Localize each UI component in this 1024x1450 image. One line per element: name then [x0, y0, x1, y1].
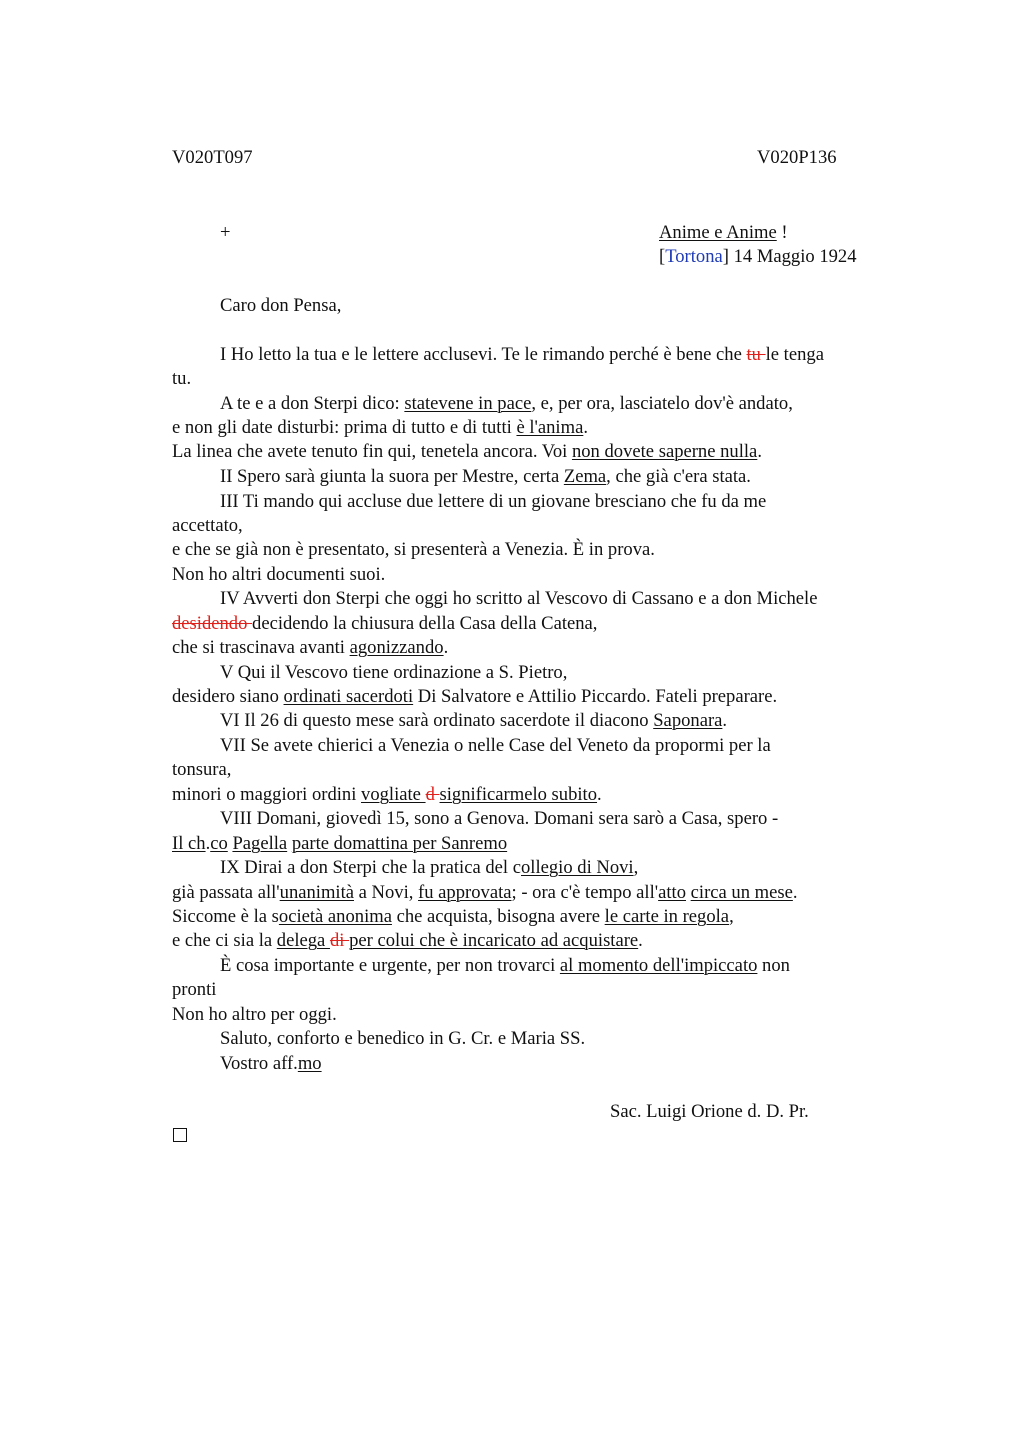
text-line: che si trascinava avanti agonizzando.	[172, 637, 449, 658]
deleted-text: di	[329, 930, 350, 951]
text-line: Non ho altro per oggi.	[172, 1004, 337, 1025]
text-line: VI Il 26 di questo mese sarà ordinato sacerdote il diacono Saponara.	[220, 710, 728, 731]
end-box	[173, 1128, 187, 1142]
text-line: tu.	[172, 368, 192, 389]
text-line: Il ch.co Pagella parte domattina per Sanremo	[172, 833, 508, 854]
text-line: V Qui il Vescovo tiene ordinazione a S. Pietro,	[220, 662, 568, 683]
deleted-text: desidendo	[172, 613, 253, 634]
text-line: tonsura,	[172, 759, 232, 780]
text-line: e che ci sia la delega di per colui che è incaricato ad acquistare.	[172, 930, 643, 951]
text-line: IV Avverti don Sterpi che oggi ho scritto al Vescovo di Cassano e a don Michele	[220, 588, 818, 609]
text-line: e non gli date disturbi: prima di tutto e di tutti è l'anima.	[172, 417, 588, 438]
deleted-text: d	[425, 784, 440, 805]
text-line: Non ho altri documenti suoi.	[172, 564, 386, 585]
text-line: I Ho letto la tua e le lettere acclusevi. Te le rimando perché è bene che tu le tenga	[220, 344, 824, 365]
text-line: minori o maggiori ordini vogliate d significarmelo subito.	[172, 784, 602, 805]
text-line: già passata all'unanimità a Novi, fu approvata; - ora c'è tempo all'atto circa un mese.	[172, 882, 798, 903]
text-line: È cosa importante e urgente, per non trovarci al momento dell'impiccato non	[220, 955, 790, 976]
text-line: VIII Domani, giovedì 15, sono a Genova. Domani sera sarò a Casa, spero -	[220, 808, 779, 829]
text-line: IX Dirai a don Sterpi che la pratica del collegio di Novi,	[220, 857, 639, 878]
deleted-text: tu	[746, 344, 766, 365]
text-line: A te e a don Sterpi dico: statevene in pace, e, per ora, lasciatelo dov'è andato,	[220, 393, 793, 414]
text-line: pronti	[172, 979, 217, 1000]
signature: Sac. Luigi Orione d. D. Pr.	[610, 1101, 809, 1122]
text-line: Saluto, conforto e benedico in G. Cr. e Maria SS.	[220, 1028, 586, 1049]
text-line: accettato,	[172, 515, 243, 536]
place-name: Tortona	[665, 246, 723, 267]
text-line: II Spero sarà giunta la suora per Mestre, certa Zema, che già c'era stata.	[220, 466, 751, 487]
cross-mark: +	[220, 222, 231, 243]
text-line: Siccome è la società anonima che acquista, bisogna avere le carte in regola,	[172, 906, 734, 927]
text-line: VII Se avete chierici a Venezia o nelle Case del Veneto da propormi per la	[220, 735, 771, 756]
text-line: Vostro aff.mo	[220, 1053, 322, 1074]
text-line: III Ti mando qui accluse due lettere di un giovane bresciano che fu da me	[220, 491, 767, 512]
dateline: [Tortona] 14 Maggio 1924	[659, 246, 857, 267]
text-line: e che se già non è presentato, si presenterà a Venezia. È in prova.	[172, 539, 655, 560]
letter-title: Anime e Anime !	[659, 222, 788, 243]
document-code-right: V020P136	[757, 147, 837, 168]
text-line: desidero siano ordinati sacerdoti Di Salvatore e Attilio Piccardo. Fateli preparare.	[172, 686, 778, 707]
salutation: Caro don Pensa,	[220, 295, 342, 316]
text-line: desidendo decidendo la chiusura della Casa della Catena,	[172, 613, 598, 634]
document-code-left: V020T097	[172, 147, 253, 168]
text-line: La linea che avete tenuto fin qui, tenetela ancora. Voi non dovete saperne nulla.	[172, 441, 762, 462]
